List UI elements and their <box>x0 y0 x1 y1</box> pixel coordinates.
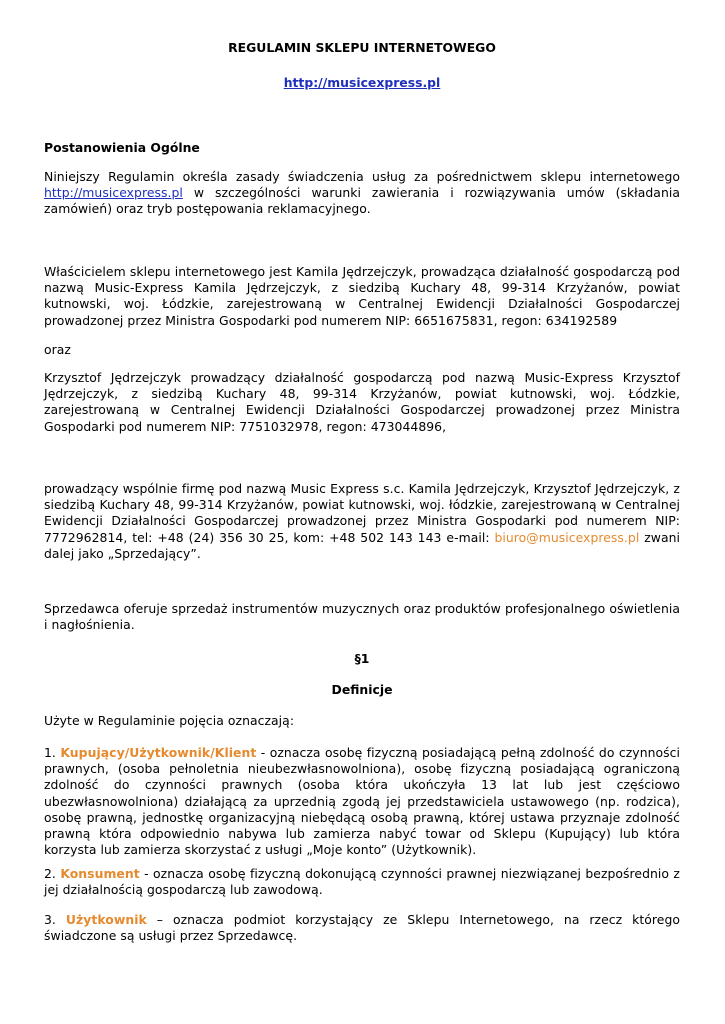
paragraph-owner-2: Krzysztof Jędrzejczyk prowadzący działalność gospodarczą pod nazwą Music-Express Krzysztof Jędrzejczyk, z siedzibą Kuchary 48, 99-314 Krzyżanów, powiat kutnowski, woj. Łódzkie, zarejestrowaną w Centralnej Ewidencji Działalności Gospodarczej prowadzonej przez Ministra Gospodarki pod numerem NIP: 7751032978, regon: 473044896, <box>44 370 680 434</box>
definition-item-3 <box>44 912 680 944</box>
definition-1-text: - oznacza osobę fizyczną posiadającą pełną zdolność do czynności prawnych, (osoba pełnoletnia nieubezwłasnowolniona), osobę fizyczną posiadającą ograniczoną zdolność do czynności prawnych (osoba która ukończyła 13 lat lub jest częściowo ubezwłasnowolniona) działającą za uprzednią zgodą jej przedstawiciela ustawowego (np. rodzica), osobę prawną, jednostkę organizacyjną niebędącą osobą prawną, której ustawa przyznaje zdolność prawną która odpowiednio nabywa lub zamierza nabyć towar od Sklepu (Kupujący) lub która korzysta lub zamierza skorzystać z usługi „Moje konto” (Użytkownik). <box>44 745 680 858</box>
header-url-link[interactable]: http://musicexpress.pl <box>283 75 441 90</box>
paragraph-owner-1: Właścicielem sklepu internetowego jest Kamila Jędrzejczyk, prowadząca działalność gospodarczą pod nazwą Music-Express Kamila Jędrzejczyk, z siedzibą Kuchary 48, 99-314 Krzyżanów, powiat kutnowski, woj. Łódzkie, zarejestrowaną w Centralnej Ewidencji Działalności Gospodarczej prowadzonej przez Ministra Gospodarki pod numerem NIP: 6651675831, regon: 634192589 <box>44 264 680 328</box>
definition-3-text: – oznacza podmiot korzystający ze Sklepu Internetowego, na rzecz którego świadczone są usługi przez Sprzedawcę. <box>44 912 680 944</box>
header-url <box>44 75 680 90</box>
document-title: REGULAMIN SKLEPU INTERNETOWEGO <box>228 40 496 55</box>
paragraph-definitions-intro: Użyte w Regulaminie pojęcia oznaczają: <box>44 713 295 728</box>
definition-2-number: 2. <box>44 866 61 881</box>
section-definitions-heading: Definicje <box>331 682 393 697</box>
paragraph-intro <box>44 169 680 218</box>
definition-2-term: Konsument <box>60 866 140 881</box>
section-general-heading: Postanowienia Ogólne <box>44 140 200 155</box>
definition-item-2 <box>44 866 680 898</box>
section-number: §1 <box>354 651 370 666</box>
paragraph-offer: Sprzedawca oferuje sprzedaż instrumentów muzycznych oraz produktów profesjonalnego oświetlenia i nagłośnienia. <box>44 601 680 633</box>
company-text-a: prowadzący wspólnie firmę pod nazwą Music Express s.c. Kamila Jędrzejczyk, Krzysztof Jędrzejczyk, z siedzibą Kuchary 48, 99-314 Krzyżanów, powiat kutnowski, woj. łódzkie, zarejestrowaną w Centralnej Ewidencji Działalności Gospodarczej prowadzonej przez Ministra Gospodarki pod numerem NIP: 7772962814, tel: +48 (24) 356 30 25, kom: +48 502 143 143 e-mail: <box>44 481 680 545</box>
company-email-link[interactable]: biuro@musicexpress.pl <box>494 529 640 545</box>
intro-link[interactable]: http://musicexpress.pl <box>44 185 183 201</box>
definition-2-text: - oznacza osobę fizyczną dokonującą czynności prawnej niezwiązanej bezpośrednio z jej działalnością gospodarczą lub zawodową. <box>44 866 680 898</box>
definition-1-number: 1. <box>44 745 61 760</box>
definition-3-number: 3. <box>44 912 66 927</box>
intro-text-b: w szczególności warunki zawierania i rozwiązywania umów (składania zamówień) oraz tryb postępowania reklamacyjnego. <box>44 185 680 217</box>
paragraph-and: oraz <box>44 342 71 357</box>
definition-3-term: Użytkownik <box>65 912 147 927</box>
company-text-b: zwani dalej jako „Sprzedający”. <box>44 529 680 561</box>
intro-text-a: Niniejszy Regulamin określa zasady świadczenia usług za pośrednictwem sklepu internetowego <box>44 169 680 184</box>
definition-1-term: Kupujący/Użytkownik/Klient <box>60 745 257 760</box>
paragraph-company <box>44 481 680 562</box>
definition-item-1 <box>44 745 680 858</box>
